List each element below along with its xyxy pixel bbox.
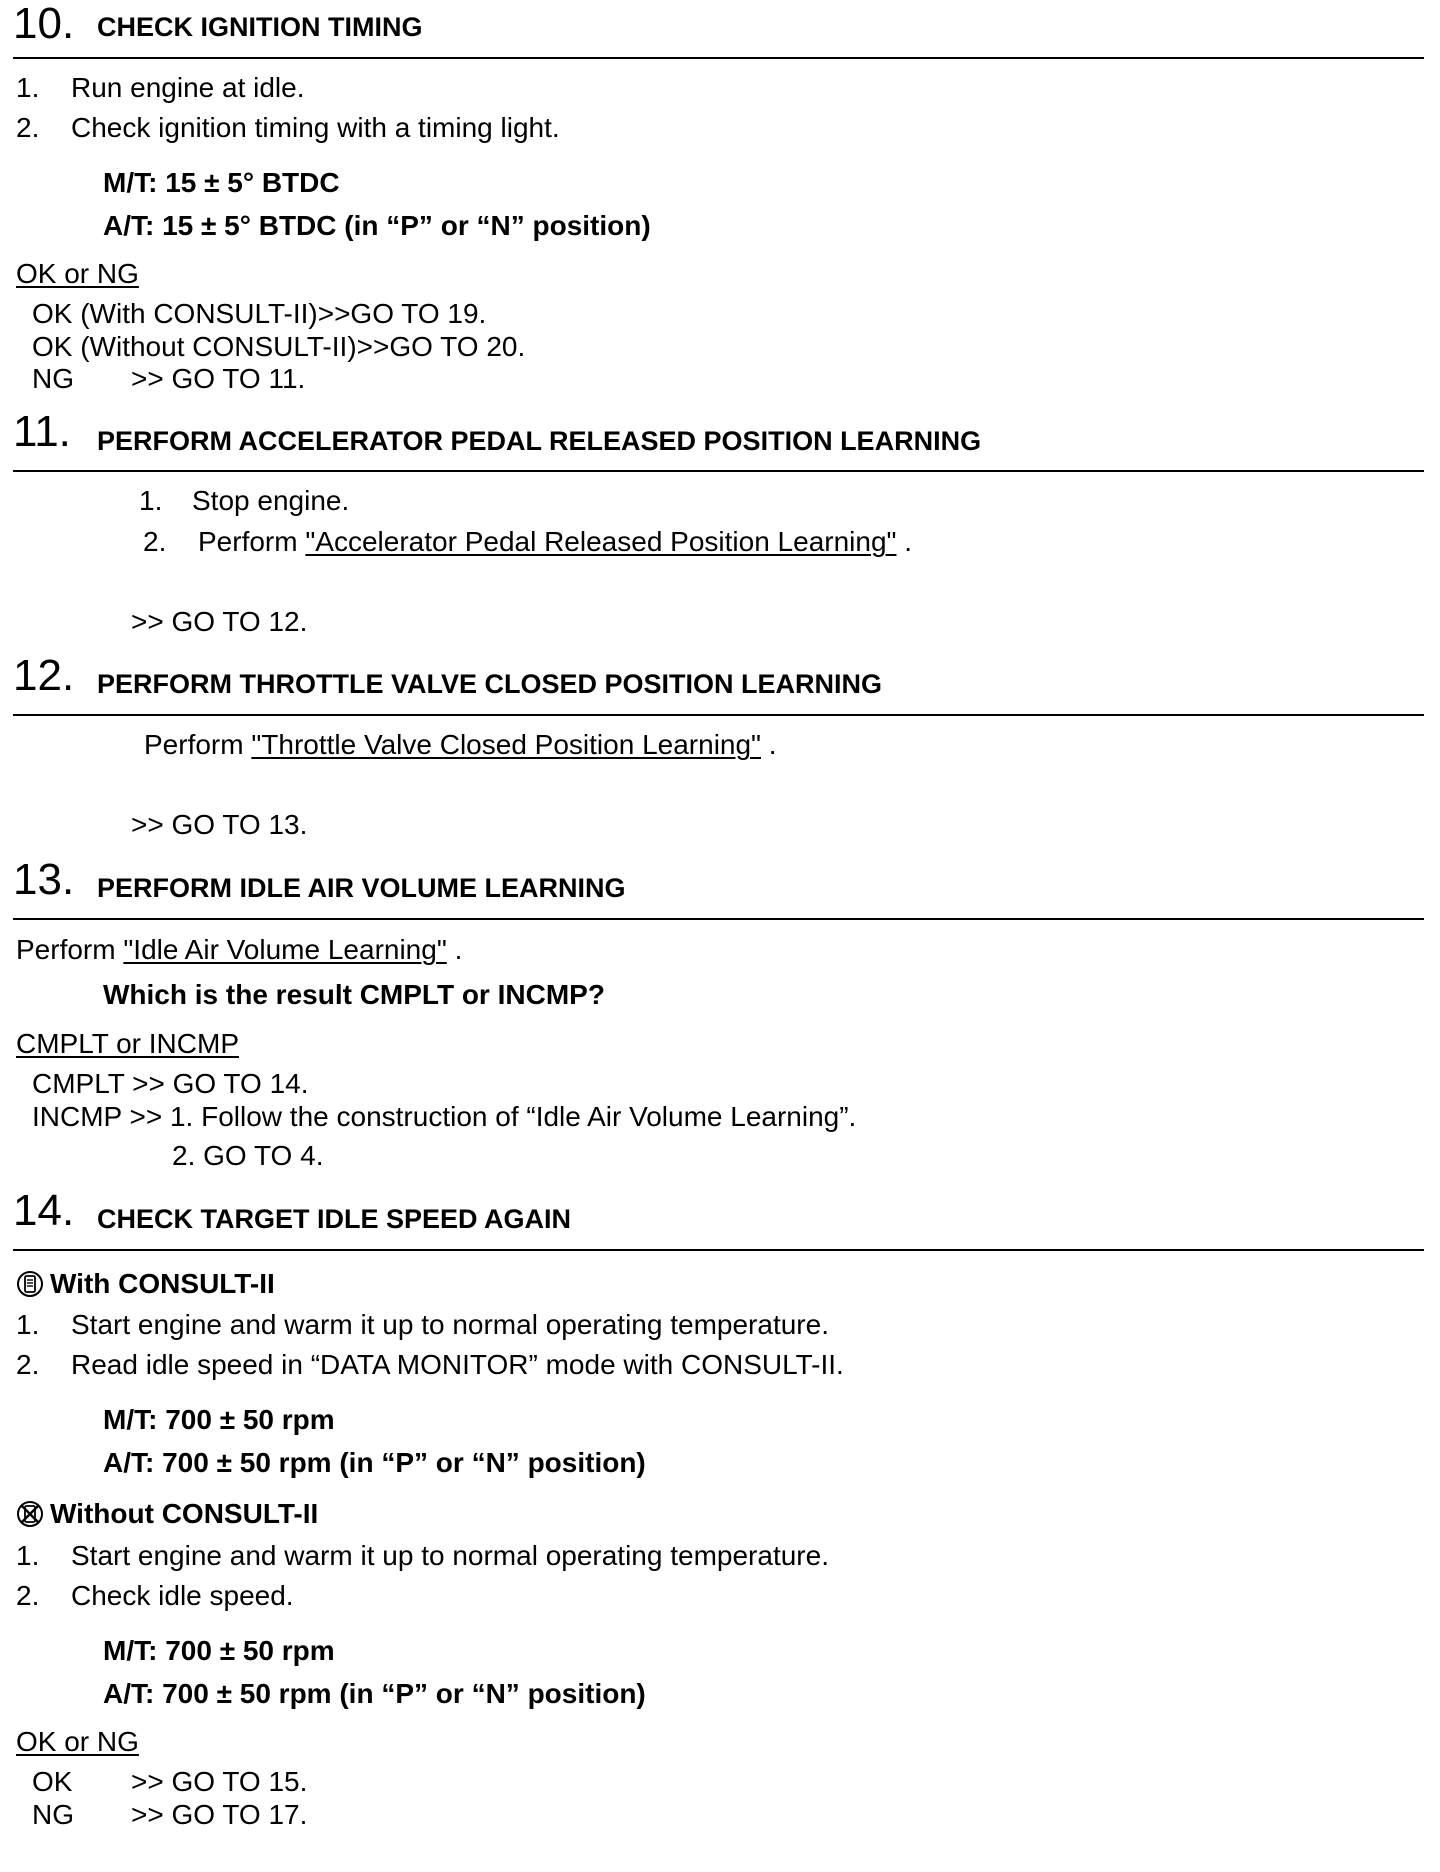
- s10-step1-text: Run engine at idle.: [71, 72, 305, 103]
- without-consult-heading: [16, 1498, 318, 1530]
- s14-wo-step1-text: Start engine and warm it up to normal operating temperature.: [71, 1540, 829, 1571]
- section-11-rule: [13, 470, 1424, 472]
- s12-perform-prefix: Perform: [144, 729, 244, 760]
- s10-result-ng-action: >> GO TO 11.: [131, 363, 306, 394]
- s11-step2-line: [198, 526, 912, 558]
- s11-step2-suffix: .: [904, 526, 913, 557]
- s13-choice-heading: CMPLT or INCMP: [16, 1028, 239, 1059]
- section-12-rule: [13, 714, 1424, 716]
- s12-perform-line: [144, 729, 777, 761]
- section-13-number: 13.: [13, 855, 75, 904]
- s14-wo-step2-text: Check idle speed.: [71, 1580, 294, 1611]
- section-10-number: 10.: [13, 0, 75, 48]
- s11-step2-number: 2.: [143, 526, 167, 557]
- section-14-title: CHECK TARGET IDLE SPEED AGAIN: [97, 1204, 572, 1234]
- s13-result-incmp: INCMP >> 1. Follow the construction of “Idle Air Volume Learning”.: [32, 1101, 857, 1132]
- s14-wo-spec-at: A/T: 700 ± 50 rpm (in “P” or “N” position): [103, 1678, 646, 1709]
- s14-result-ok-label: OK: [32, 1766, 73, 1797]
- s13-perform-line: [16, 934, 462, 966]
- with-consult-label: With CONSULT-II: [50, 1268, 275, 1299]
- s11-goto: >> GO TO 12.: [131, 606, 308, 637]
- with-consult-heading: [16, 1268, 275, 1300]
- s10-okng-heading: OK or NG: [16, 258, 139, 289]
- section-14-number: 14.: [13, 1186, 75, 1235]
- s14-wo-spec-mt: M/T: 700 ± 50 rpm: [103, 1635, 335, 1666]
- throttle-valve-learning-link[interactable]: "Throttle Valve Closed Position Learning": [251, 729, 761, 760]
- s12-perform-suffix: .: [768, 729, 777, 760]
- section-12-number: 12.: [13, 651, 75, 700]
- s14-okng-heading: OK or NG: [16, 1726, 139, 1757]
- consult-tester-icon: [16, 1270, 44, 1298]
- s14-w-step2-text: Read idle speed in “DATA MONITOR” mode with CONSULT-II.: [71, 1349, 844, 1380]
- section-13-title: PERFORM IDLE AIR VOLUME LEARNING: [97, 873, 626, 903]
- s14-w-spec-at: A/T: 700 ± 50 rpm (in “P” or “N” position): [103, 1447, 646, 1478]
- s10-step2-text: Check ignition timing with a timing light.: [71, 112, 560, 143]
- s14-result-ok-action: >> GO TO 15.: [131, 1766, 308, 1797]
- accelerator-pedal-learning-link[interactable]: "Accelerator Pedal Released Position Learning": [305, 526, 897, 557]
- s14-wo-step1-number: 1.: [16, 1540, 40, 1571]
- s14-wo-step2-number: 2.: [16, 1580, 40, 1611]
- s10-result-ok-without: OK (Without CONSULT-II)>>GO TO 20.: [32, 331, 526, 362]
- section-14-rule: [13, 1249, 1424, 1251]
- section-13-rule: [13, 918, 1424, 920]
- s13-perform-prefix: Perform: [16, 934, 116, 965]
- s11-step1-text: Stop engine.: [192, 485, 350, 516]
- section-12-title: PERFORM THROTTLE VALVE CLOSED POSITION LEARNING: [97, 669, 883, 699]
- section-11-title: PERFORM ACCELERATOR PEDAL RELEASED POSITION LEARNING: [97, 426, 982, 456]
- s11-step1-number: 1.: [139, 485, 163, 516]
- s10-step2-number: 2.: [16, 112, 40, 143]
- s13-perform-suffix: .: [454, 934, 463, 965]
- s14-w-step2-number: 2.: [16, 1349, 40, 1380]
- without-consult-label: Without CONSULT-II: [50, 1498, 319, 1529]
- s14-w-step1-text: Start engine and warm it up to normal operating temperature.: [71, 1309, 829, 1340]
- s14-w-step1-number: 1.: [16, 1309, 40, 1340]
- s10-spec-at: A/T: 15 ± 5° BTDC (in “P” or “N” position): [103, 210, 651, 241]
- s14-result-ng-action: >> GO TO 17.: [131, 1799, 308, 1830]
- s11-step2-prefix: Perform: [198, 526, 298, 557]
- no-consult-icon: [16, 1500, 44, 1528]
- section-10-title: CHECK IGNITION TIMING: [97, 12, 423, 42]
- section-11-number: 11.: [13, 407, 71, 456]
- s14-result-ng-label: NG: [32, 1799, 74, 1830]
- s13-result-incmp-step2: 2. GO TO 4.: [172, 1140, 324, 1171]
- s13-result-cmplt: CMPLT >> GO TO 14.: [32, 1068, 309, 1099]
- s10-step1-number: 1.: [16, 72, 40, 103]
- s12-goto: >> GO TO 13.: [131, 809, 308, 840]
- s14-w-spec-mt: M/T: 700 ± 50 rpm: [103, 1404, 335, 1435]
- idle-air-volume-learning-link[interactable]: "Idle Air Volume Learning": [123, 934, 447, 965]
- s10-result-ng-label: NG: [32, 363, 74, 394]
- s10-result-ok-with: OK (With CONSULT-II)>>GO TO 19.: [32, 298, 487, 329]
- s10-spec-mt: M/T: 15 ± 5° BTDC: [103, 167, 340, 198]
- section-10-rule: [13, 57, 1424, 59]
- s13-question: Which is the result CMPLT or INCMP?: [103, 979, 605, 1010]
